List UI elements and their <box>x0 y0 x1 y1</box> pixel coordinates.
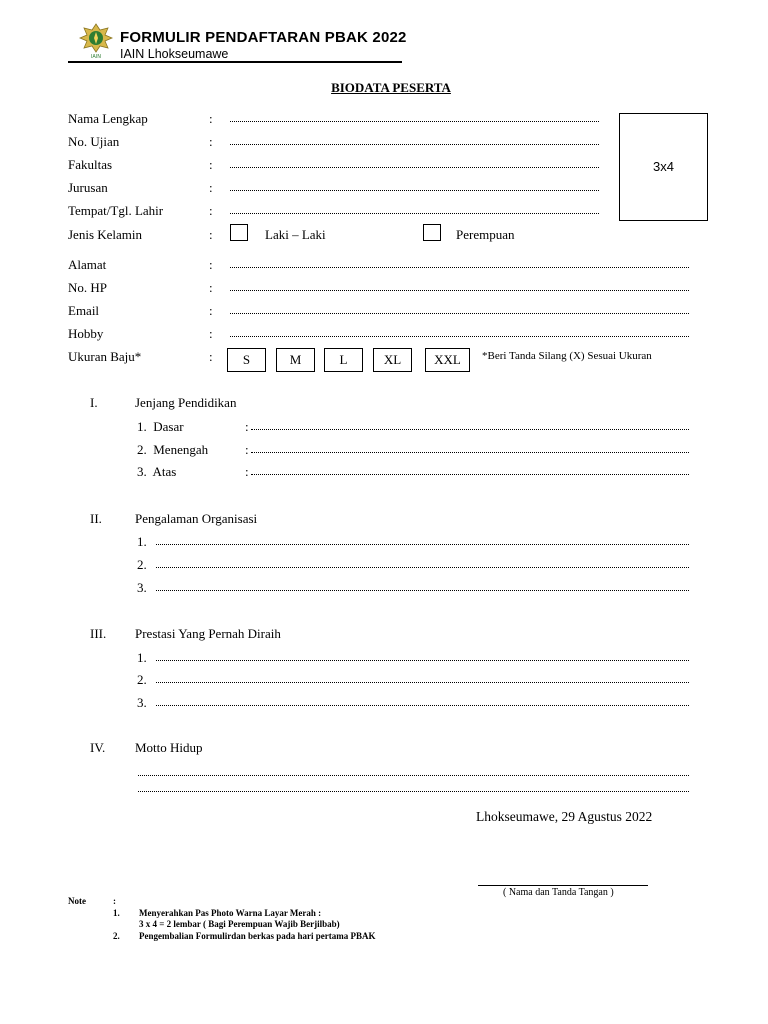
colon: : <box>245 442 249 457</box>
hobby-field[interactable] <box>230 336 689 337</box>
label-jenis-kelamin: Jenis Kelamin <box>68 227 143 242</box>
section-title-achievement: Prestasi Yang Pernah Diraih <box>135 626 281 641</box>
nama-lengkap-field[interactable] <box>230 121 599 122</box>
label-alamat: Alamat <box>68 257 107 272</box>
label-no-ujian: No. Ujian <box>68 134 120 149</box>
organization-item-number: 2. <box>137 557 147 572</box>
female-checkbox[interactable] <box>423 224 441 241</box>
colon: : <box>209 111 213 126</box>
colon: : <box>245 464 249 479</box>
note-label: Note <box>68 896 86 906</box>
note-number: 2. <box>113 931 120 941</box>
male-label: Laki – Laki <box>265 227 326 242</box>
institution-name: IAIN Lhokseumawe <box>120 47 229 61</box>
colon: : <box>245 419 249 434</box>
motto-field[interactable] <box>138 791 689 792</box>
colon: : <box>209 257 213 272</box>
note-text: Pengembalian Formulirdan berkas pada hari pertama PBAK <box>139 931 376 941</box>
header-divider <box>68 61 402 63</box>
label-jurusan: Jurusan <box>68 180 108 195</box>
education-item: 2. Menengah <box>137 442 209 457</box>
achievement-field[interactable] <box>156 705 689 706</box>
colon: : <box>209 280 213 295</box>
colon: : <box>209 349 213 364</box>
organization-field[interactable] <box>156 590 689 591</box>
jurusan-field[interactable] <box>230 190 599 191</box>
education-atas-field[interactable] <box>251 474 689 475</box>
signature-line[interactable] <box>478 885 648 886</box>
place-date: Lhokseumawe, 29 Agustus 2022 <box>476 809 653 824</box>
note-text: Menyerahkan Pas Photo Warna Layar Merah : <box>139 908 322 918</box>
organization-item-number: 3. <box>137 580 147 595</box>
form-title: FORMULIR PENDAFTARAN PBAK 2022 <box>120 29 407 46</box>
organization-field[interactable] <box>156 544 689 545</box>
tempat-tgl-lahir-field[interactable] <box>230 213 599 214</box>
achievement-field[interactable] <box>156 660 689 661</box>
note-colon: : <box>113 896 116 906</box>
label-fakultas: Fakultas <box>68 157 113 172</box>
motto-field[interactable] <box>138 775 689 776</box>
photo-box[interactable] <box>619 113 708 221</box>
achievement-item-number: 3. <box>137 695 147 710</box>
education-item: 3. Atas <box>137 464 177 479</box>
no-hp-field[interactable] <box>230 290 689 291</box>
signature-label: ( Nama dan Tanda Tangan ) <box>503 887 614 898</box>
colon: : <box>209 203 213 218</box>
label-no-hp: No. HP <box>68 280 108 295</box>
education-menengah-field[interactable] <box>251 452 689 453</box>
note-text: 3 x 4 = 2 lembar ( Bagi Perempuan Wajib Berjilbab) <box>139 919 340 929</box>
section-numeral: I. <box>90 395 98 410</box>
note-number: 1. <box>113 908 120 918</box>
alamat-field[interactable] <box>230 267 689 268</box>
section-title: BIODATA PESERTA <box>331 80 451 95</box>
colon: : <box>209 134 213 149</box>
achievement-item-number: 1. <box>137 650 147 665</box>
label-ukuran-baju: Ukuran Baju* <box>68 349 142 364</box>
email-field[interactable] <box>230 313 689 314</box>
size-l-box[interactable]: L <box>324 348 363 372</box>
colon: : <box>209 303 213 318</box>
size-s-box[interactable]: S <box>227 348 266 372</box>
logo-text: IAIN <box>90 54 102 60</box>
section-numeral: III. <box>90 626 107 641</box>
colon: : <box>209 180 213 195</box>
label-nama-lengkap: Nama Lengkap <box>68 111 148 126</box>
education-dasar-field[interactable] <box>251 429 689 430</box>
label-tempat-tgl-lahir: Tempat/Tgl. Lahir <box>68 203 164 218</box>
size-note: *Beri Tanda Silang (X) Sesuai Ukuran <box>482 350 652 362</box>
colon: : <box>209 227 213 242</box>
education-item: 1. Dasar <box>137 419 184 434</box>
section-title-organization: Pengalaman Organisasi <box>135 511 258 526</box>
male-checkbox[interactable] <box>230 224 248 241</box>
achievement-item-number: 2. <box>137 672 147 687</box>
photo-label: 3x4 <box>653 159 674 174</box>
organization-field[interactable] <box>156 567 689 568</box>
section-title-education: Jenjang Pendidikan <box>135 395 237 410</box>
female-label: Perempuan <box>456 227 515 242</box>
section-title-motto: Motto Hidup <box>135 740 203 755</box>
size-xxl-box[interactable]: XXL <box>425 348 470 372</box>
no-ujian-field[interactable] <box>230 144 599 145</box>
organization-item-number: 1. <box>137 534 147 549</box>
label-email: Email <box>68 303 100 318</box>
achievement-field[interactable] <box>156 682 689 683</box>
label-hobby: Hobby <box>68 326 104 341</box>
size-xl-box[interactable]: XL <box>373 348 412 372</box>
section-numeral: IV. <box>90 740 106 755</box>
logo <box>78 22 114 60</box>
fakultas-field[interactable] <box>230 167 599 168</box>
colon: : <box>209 157 213 172</box>
colon: : <box>209 326 213 341</box>
iain-logo-icon <box>78 22 114 60</box>
section-numeral: II. <box>90 511 102 526</box>
size-m-box[interactable]: M <box>276 348 315 372</box>
